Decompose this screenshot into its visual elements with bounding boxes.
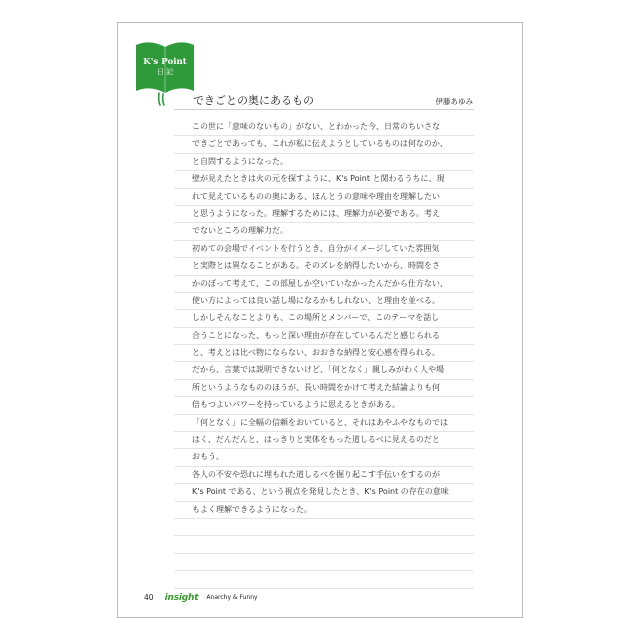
article-body [174, 119, 474, 589]
body-line: この世に「意味のないもの」がない、とわかった今、日常のちいさな [174, 119, 474, 136]
magazine-tagline: Anarchy & Funny [206, 594, 258, 601]
body-line [174, 519, 474, 536]
body-line: 合うことになった、もっと深い理由が存在しているんだと感じられる [174, 328, 474, 345]
magazine-page [117, 22, 523, 618]
article-author: 伊藤あゆみ [435, 97, 473, 106]
ks-point-diary-logo [134, 39, 196, 113]
page-number: 40 [144, 593, 154, 602]
body-line: でないところの理解力だ。 [174, 223, 474, 240]
body-line: と実際とは異なることがある。そのズレを納得したいから、時間をさ [174, 258, 474, 275]
body-line: K's Point である、という視点を発見したとき、K's Point の存在の意味 [174, 484, 474, 501]
magazine-logo: insight [164, 592, 199, 603]
logo-title: K's Point [143, 57, 187, 67]
body-line: 各人の不安や恐れに埋もれた道しるべを掘り起こす手伝いをするのが [174, 467, 474, 484]
logo-subtitle: 日 記 [156, 68, 174, 76]
page-footer [144, 587, 258, 601]
body-line: 初めての会場でイベントを行うとき、自分がイメージしていた雰囲気 [174, 241, 474, 258]
body-line: だから、言葉では説明できないけど、「何となく」親しみがわく人や場 [174, 362, 474, 379]
body-line: と、考えとは比べ物にならない、おおきな納得と安心感を得られる。 [174, 345, 474, 362]
body-line: はく、だんだんと、はっきりと実体をもった道しるべに見えるのだと [174, 432, 474, 449]
body-line: 壁が見えたときは火の元を探すように、K's Point と関わるうちに、現 [174, 171, 474, 188]
body-line: と思うようになった。理解するためには、理解力が必要である。考え [174, 206, 474, 223]
body-line: おもう。 [174, 449, 474, 466]
body-line: 倍もつよいパワーを持っているように思えるときがある。 [174, 397, 474, 414]
title-divider [174, 109, 474, 110]
body-line: れて見えているものの奥にある、ほんとうの意味や理由を理解したい [174, 189, 474, 206]
article-title: できごとの奥にあるもの [193, 94, 314, 107]
body-line [174, 536, 474, 553]
body-line: 「何となく」に全幅の信頼をおいていると、それはあやふやなものでは [174, 415, 474, 432]
body-line: 所というようなもののほうが、長い時間をかけて考えた結論よりも何 [174, 380, 474, 397]
body-line: しかしそんなことよりも、この場所とメンバーで、このテーマを話し [174, 310, 474, 327]
body-line: と自問するようになった。 [174, 154, 474, 171]
body-line: かのぼって考えて、この部屋しか空いていなかったんだから仕方ない、 [174, 276, 474, 293]
body-line [174, 571, 474, 588]
body-line: もよく理解できるようになった。 [174, 502, 474, 519]
body-line: 使い方によっては良い話し場になるかもしれない、と理由を並べる。 [174, 293, 474, 310]
body-line: できごとであっても、これが私に伝えようとしているものは何なのか、 [174, 136, 474, 153]
body-line [174, 554, 474, 571]
